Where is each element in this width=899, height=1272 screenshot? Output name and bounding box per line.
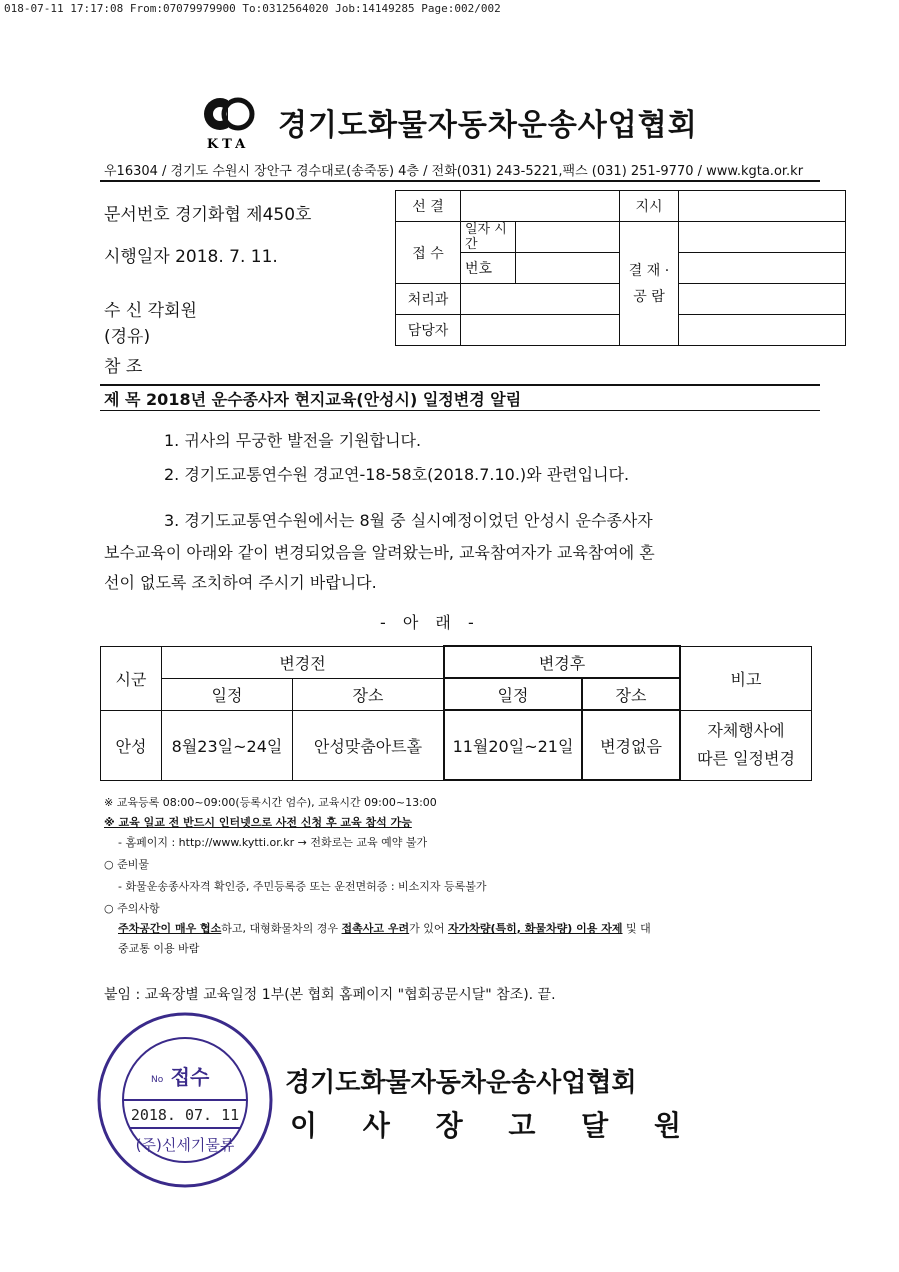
- beonho-label: 번호: [461, 253, 516, 284]
- seongyeol-cell: [461, 191, 620, 222]
- jisi-label: 지시: [620, 191, 679, 222]
- paragraph-3b: 보수교육이 아래와 같이 변경되었음을 알려왔는바, 교육참여자가 교육참여에 혼: [104, 543, 655, 562]
- note-3: - 홈페이지 : http://www.kytti.or.kr → 전화로는 교육 예약 불가: [118, 836, 428, 849]
- recipient: 수 신 각회원: [104, 301, 197, 321]
- header-divider: [100, 180, 820, 182]
- note-7-text-f: 및 대: [622, 922, 651, 935]
- paragraph-2: 2. 경기도교통연수원 경교연-18-58호(2018.7.10.)와 관련입니다.: [164, 465, 630, 484]
- note-2: ※ 교육 일교 전 반드시 인터넷으로 사전 신청 후 교육 참석 가능: [104, 816, 412, 829]
- bigo-line-2: 따른 일정변경: [697, 749, 795, 768]
- col-after-date: 일정: [444, 678, 582, 710]
- subject: 제 목 2018년 운수종사자 현지교육(안성시) 일정변경 알림: [104, 390, 522, 409]
- note-7-narrow-parking: 주차공간이 매우 협소: [118, 922, 222, 935]
- gyeoljae-cell-2: [679, 253, 846, 284]
- stamp-label: 접수: [170, 1065, 210, 1089]
- subject-top-line: [100, 384, 820, 386]
- note-7: [118, 920, 651, 936]
- beonho-cell: [516, 253, 620, 284]
- ara-heading: - 아 래 -: [380, 613, 480, 632]
- cell-before-date: 8월23일~24일: [162, 710, 293, 780]
- ilja-sigan-label: 일자 시간: [461, 222, 516, 253]
- ilja-sigan-cell: [516, 222, 620, 253]
- subject-bottom-line: [100, 410, 820, 411]
- paragraph-3a: 3. 경기도교통연수원에서는 8월 중 실시예정이었던 안성시 운수종사자: [164, 511, 653, 530]
- receipt-stamp: [95, 1010, 275, 1190]
- paragraph-1: 1. 귀사의 무궁한 발전을 기원합니다.: [164, 431, 422, 450]
- bigo-line-1: 자체행사에: [707, 721, 785, 740]
- note-5: - 화물운송종사자격 확인증, 주민등록증 또는 운전면허증 : 비소지자 등록불가: [118, 880, 487, 893]
- jeopsu-label: 접 수: [396, 222, 461, 284]
- note-4: ○ 준비물: [104, 858, 149, 871]
- note-7-accident-risk: 접촉사고 우려: [341, 922, 410, 935]
- cheorigwa-label: 처리과: [396, 284, 461, 315]
- note-7-text-b: 하고, 대형화물차의 경우: [221, 922, 342, 935]
- gyeoljae-cell-4: [679, 315, 846, 346]
- stamp-date: 2018. 07. 11: [130, 1106, 240, 1124]
- col-before-date: 일정: [162, 678, 293, 710]
- doc-number: 문서번호 경기화협 제450호: [104, 205, 312, 225]
- cell-before-place: 안성맞춤아트홀: [293, 710, 445, 780]
- note-7-refrain-own-vehicle: 자가차량(특히, 화물차량) 이용 자제: [448, 922, 623, 935]
- col-before: 변경전: [162, 646, 445, 678]
- kta-logo-icon: [198, 92, 258, 152]
- damdangja-label: 담당자: [396, 315, 461, 346]
- col-after-place: 장소: [582, 678, 680, 710]
- table-row: [101, 710, 812, 780]
- cell-bigo: [680, 710, 812, 780]
- paragraph-3c: 선이 없도록 조치하여 주시기 바랍니다.: [104, 573, 377, 592]
- gyeoljae-cell-3: [679, 284, 846, 315]
- col-after: 변경후: [444, 646, 680, 678]
- note-6: ○ 주의사항: [104, 902, 160, 915]
- col-before-place: 장소: [293, 678, 445, 710]
- approval-box: [395, 190, 846, 346]
- seongyeol-label: 선 결: [396, 191, 461, 222]
- note-8: 중교통 이용 바람: [118, 942, 200, 955]
- reference: 참 조: [104, 357, 143, 377]
- cell-sigun: 안성: [101, 710, 162, 780]
- gyeoljae-cell-1: [679, 222, 846, 253]
- org-address: 우16304 / 경기도 수원시 장안구 경수대로(송죽동) 4층 / 전화(031) 243-5221,팩스 (031) 251-9770 / www.kgta.or.kr: [104, 164, 804, 179]
- org-title: 경기도화물자동차운송사업협회: [278, 108, 698, 143]
- stamp-company: (주)신세기물류: [135, 1136, 235, 1154]
- fax-header: 018-07-11 17:17:08 From:07079979900 To:0312564020 Job:14149285 Page:002/002: [4, 2, 501, 15]
- gyeoljae-label: 결 재 · 공 람: [620, 222, 679, 346]
- via: (경유): [104, 327, 151, 347]
- schedule-table: [100, 645, 812, 781]
- col-bigo: 비고: [680, 646, 812, 710]
- attachment-line: 붙임 : 교육장별 교육일정 1부(본 협회 홈페이지 "협회공문시달" 참조). 끝.: [104, 987, 556, 1003]
- col-sigun: 시군: [101, 646, 162, 710]
- cheorigwa-cell: [461, 284, 620, 315]
- note-7-text-d: 가 있어: [409, 922, 449, 935]
- logo-text: KTA: [206, 137, 250, 152]
- damdangja-cell: [461, 315, 620, 346]
- signature-title: 이 사 장 고 달 원: [290, 1109, 700, 1142]
- jisi-cell: [679, 191, 846, 222]
- cell-after-place: 변경없음: [582, 710, 680, 780]
- signature-org: 경기도화물자동차운송사업협회: [285, 1068, 637, 1098]
- note-1: ※ 교육등록 08:00~09:00(등록시간 엄수), 교육시간 09:00~13:00: [104, 796, 437, 809]
- cell-after-date: 11월20일~21일: [444, 710, 582, 780]
- issue-date: 시행일자 2018. 7. 11.: [104, 247, 278, 267]
- stamp-no: No: [151, 1075, 164, 1085]
